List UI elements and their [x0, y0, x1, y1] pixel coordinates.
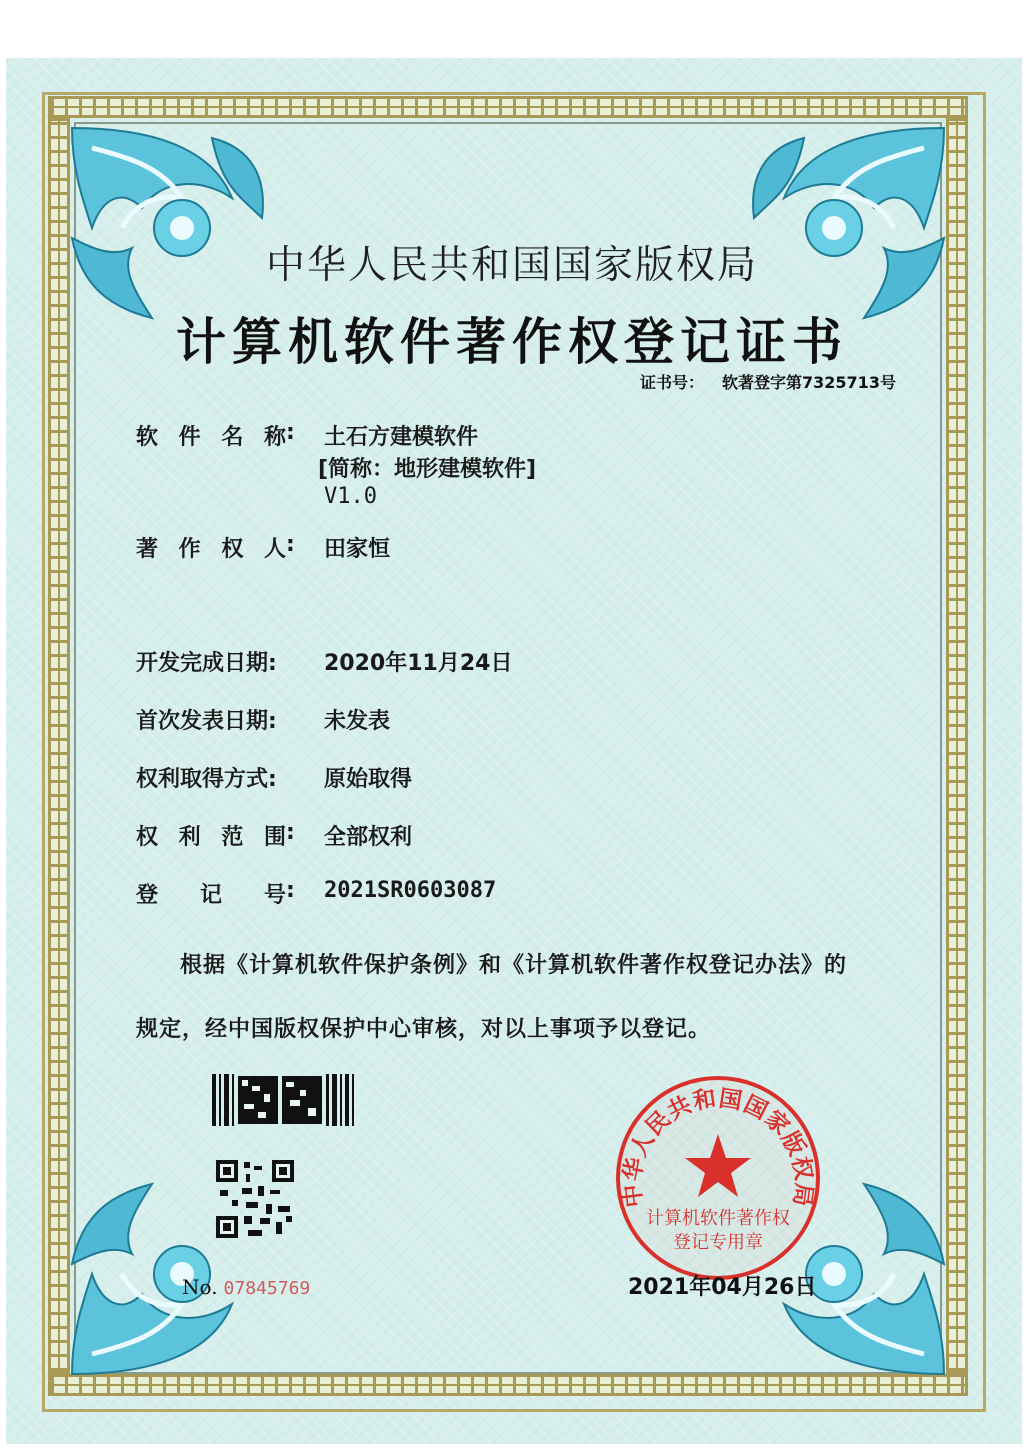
seal-center-line-1: 计算机软件著作权: [646, 1208, 790, 1229]
issue-date: 2021年04月26日: [628, 1275, 817, 1300]
corner-ornament-top-right: [744, 118, 954, 328]
acquisition-method-label: 权利取得方式:: [136, 767, 277, 792]
label-char: 件: [178, 425, 201, 450]
label-char: 号: [263, 883, 286, 908]
qr-code: [216, 1160, 294, 1238]
greek-border-top: [48, 96, 968, 118]
label-char: 作: [178, 537, 201, 562]
first-publish-date-value: 未发表: [324, 709, 391, 734]
serial-prefix: No.: [182, 1275, 218, 1299]
registration-no-label: [136, 878, 296, 909]
serial-number: [182, 1275, 310, 1299]
certificate-number: [640, 370, 914, 393]
label-char: 称: [263, 425, 286, 450]
barcode: [212, 1074, 356, 1126]
rights-scope-label: [136, 820, 296, 851]
label-char: 权: [136, 825, 159, 850]
label-char: 利: [178, 825, 201, 850]
software-name-label: [136, 420, 296, 451]
certificate-number-label: 证书号：: [640, 373, 705, 392]
rights-scope-value: 全部权利: [324, 825, 413, 850]
copyright-owner-value: 田家恒: [324, 537, 391, 562]
acquisition-method-value: 原始取得: [324, 767, 413, 792]
label-char: 著: [136, 537, 159, 562]
label-char: 软: [136, 425, 159, 450]
label-colon: :: [286, 532, 295, 557]
label-colon: :: [286, 820, 295, 845]
completion-date-value: 2020年11月24日: [324, 651, 513, 676]
software-name-value: 土石方建模软件: [324, 425, 479, 450]
statement-line-1: 根据《计算机软件保护条例》和《计算机软件著作权登记办法》的: [180, 953, 848, 978]
label-char: 围: [263, 825, 286, 850]
seal-center-line-2: 登记专用章: [673, 1232, 763, 1253]
label-char: 名: [221, 425, 244, 450]
seal-ring-text: 中华人民共和国国家版权局: [619, 1085, 817, 1209]
issuing-authority: 中华人民共和国国家版权局: [265, 243, 758, 288]
label-char: 范: [221, 825, 244, 850]
corner-ornament-top-left: [62, 118, 272, 328]
serial-value: 07845769: [223, 1278, 311, 1299]
label-char: 人: [263, 537, 286, 562]
certificate-number-value: 软著登字第7325713号: [722, 373, 896, 392]
completion-date-label: 开发完成日期:: [136, 651, 277, 676]
statement-line-2: 规定，经中国版权保护中心审核，对以上事项予以登记。: [136, 1017, 712, 1042]
label-char: 权: [221, 537, 244, 562]
label-char: 登: [136, 883, 159, 908]
software-version: V1.0: [324, 484, 377, 509]
label-colon: :: [286, 878, 295, 903]
copyright-owner-label: [136, 532, 296, 563]
label-char: 记: [199, 883, 222, 908]
software-short-name: [简称：地形建模软件]: [318, 457, 537, 482]
label-colon: :: [286, 420, 295, 445]
official-seal: [612, 1072, 824, 1284]
certificate-title: 计算机软件著作权登记证书: [176, 312, 848, 371]
registration-no-value: 2021SR0603087: [324, 878, 497, 903]
first-publish-date-label: 首次发表日期:: [136, 709, 277, 734]
